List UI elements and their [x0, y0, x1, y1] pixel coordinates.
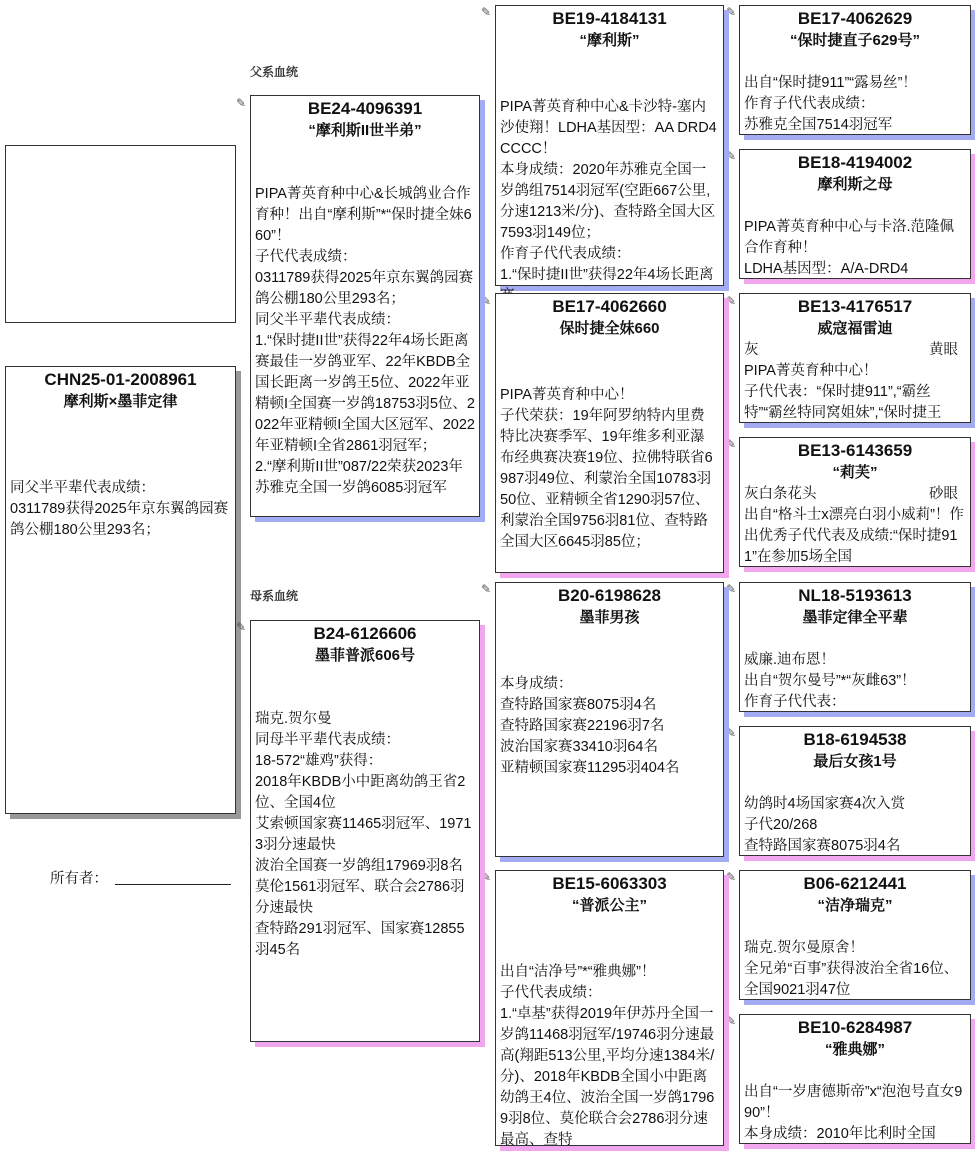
dam-card[interactable] — [250, 620, 480, 1042]
pigeon-name: 保时捷全妹660 — [559, 320, 660, 337]
pigeon-name: “摩利斯” — [579, 32, 640, 49]
eye-type: 砂眼 — [929, 486, 958, 502]
sire-line-label: 父系血统 — [250, 65, 299, 79]
ancestor-card[interactable] — [739, 870, 971, 1000]
ring-number: B24-6126606 — [313, 624, 417, 643]
pigeon-name: 墨菲男孩 — [579, 609, 640, 626]
ancestor-card[interactable] — [739, 293, 971, 423]
pigeon-name: “莉芙” — [832, 464, 878, 481]
owner-field[interactable] — [115, 884, 231, 885]
dam-dam-card[interactable] — [495, 870, 724, 1146]
pigeon-name: 摩利斯×墨菲定律 — [63, 393, 178, 410]
ancestor-card[interactable] — [739, 437, 971, 567]
pigeon-notes: 出自“洁净号”*“雅典娜”！ 子代代表成绩： 1.“卓基”获得2019年伊苏丹全国一岁鸽11468羽冠军/19746羽分速最高(翔距513公里,平均分速1384米/分)、2018年KBDB全国小中距离幼鸽王4位、波治全国一岁鸽17969羽8位、莫伦联合会2786羽分速最高、查特 — [500, 964, 715, 1148]
pigeon-notes: 同父半平辈代表成绩： 0311789获得2025年京东翼鸽园赛鸽公棚180公里293名； — [10, 480, 229, 538]
ring-number: BE19-4184131 — [552, 9, 667, 28]
feather-color: 灰白条花头 — [744, 486, 817, 502]
owner-label: 所有者： — [50, 871, 108, 887]
edit-icon[interactable]: ✎ — [726, 437, 737, 451]
pigeon-name: 威寇福雷迪 — [817, 320, 893, 337]
photo-placeholder[interactable] — [5, 145, 236, 323]
pigeon-notes: PIPA菁英育种中心&长城鸽业合作育种！出自“摩利斯”*“保时捷全妹660”！ 子代代表成绩： 0311789获得2025年京东翼鸽园赛鸽公棚180公里293名； 同父半平辈代表成绩： 1.“保时捷II世”获得22年4场长距离赛最佳一岁鸽亚军、22年KBDB全国长距离一岁鸽王5位、2022年亚精顿I全国赛一岁鸽18753羽5位、2022年亚精顿I全国大区冠军、2022年亚精顿I全省2861羽冠军； 2.“摩利斯II世”087/22荣获2023年苏雅克全国一岁鸽6085羽冠军 — [255, 186, 475, 496]
pigeon-name: 摩利斯之母 — [817, 176, 893, 193]
edit-icon[interactable]: ✎ — [481, 5, 492, 19]
ring-number: BE24-4096391 — [307, 99, 423, 118]
ring-number: BE13-6143659 — [797, 441, 913, 460]
eye-type: 黄眼 — [929, 342, 958, 358]
subject-card[interactable] — [5, 366, 236, 814]
pigeon-notes: PIPA菁英育种中心！ 子代代表：“保时捷911”,“霸丝特”“霸丝特同窝姐妹”,“保时捷王 — [744, 363, 942, 421]
ring-number: NL18-5193613 — [798, 586, 912, 605]
edit-icon[interactable]: ✎ — [481, 294, 492, 308]
edit-icon[interactable]: ✎ — [726, 582, 737, 596]
pigeon-notes: 出自“格斗士x漂亮白羽小威莉”！作出优秀子代代表及成绩:“保时捷911”在参加5场全国 — [744, 507, 964, 565]
dam-line-label: 母系血统 — [250, 589, 299, 603]
pigeon-notes: 本身成绩： 查特路国家赛8075羽4名 查特路国家赛22196羽7名 波治国家赛33410羽64名 亚精顿国家赛11295羽404名 — [500, 676, 680, 776]
edit-icon[interactable]: ✎ — [726, 149, 737, 163]
dam-sire-card[interactable] — [495, 582, 724, 857]
pigeon-notes: 出自“保时捷911”“露易丝”！ 作育子代代表成绩： 苏雅克全国7514羽冠军 — [744, 75, 917, 133]
ancestor-card[interactable] — [739, 582, 971, 712]
sire-dam-card[interactable] — [495, 293, 724, 573]
ring-number: B06-6212441 — [803, 874, 907, 893]
pigeon-notes: PIPA菁英育种中心&卡沙特-塞内沙使翔！LDHA基因型：AA DRD4 CCCC！ 本身成绩：2020年苏雅克全国一岁鸽组7514羽冠军(空距667公里,分速1213米/分)、查特路全国大区7593羽149位； 作育子代代表成绩： 1.“保时捷II世”获得22年4场长距离 — [500, 99, 717, 283]
color-eye-row — [740, 340, 970, 361]
edit-icon[interactable]: ✎ — [726, 726, 737, 740]
ancestor-card[interactable] — [739, 726, 971, 856]
edit-icon[interactable]: ✎ — [726, 1014, 737, 1028]
pigeon-name: “洁净瑞克” — [817, 897, 893, 914]
ring-number: BE15-6063303 — [552, 874, 667, 893]
color-eye-row — [740, 484, 970, 505]
edit-icon[interactable]: ✎ — [236, 620, 247, 634]
ancestor-card[interactable] — [739, 149, 971, 279]
ring-number: BE17-4062660 — [552, 297, 667, 316]
pigeon-notes: 幼鸽时4场国家赛4次入赏 子代20/268 查特路国家赛8075羽4名 — [744, 796, 906, 854]
pigeon-notes: 瑞克.贺尔曼 同母半平辈代表成绩： 18-572“雄鸡”获得： 2018年KBDB小中距离幼鸽王省2位、全国4位 艾索顿国家赛11465羽冠军、19713羽分速最快 波治全国赛一岁鸽组17969羽8名 莫伦1561羽冠军、联合会2786羽分速最快 查特路291羽冠军、国家赛12855羽45名 — [255, 711, 472, 958]
ring-number: BE18-4194002 — [797, 153, 913, 172]
pigeon-name: “雅典娜” — [824, 1041, 885, 1058]
pigeon-notes: PIPA菁英育种中心与卡洛.范隆佩合作育种！ LDHA基因型：A/A-DRD4 — [744, 219, 954, 277]
edit-icon[interactable]: ✎ — [481, 582, 492, 596]
edit-icon[interactable]: ✎ — [236, 96, 247, 110]
ring-number: B18-6194538 — [803, 730, 907, 749]
edit-icon[interactable]: ✎ — [726, 294, 737, 308]
pigeon-name: “保时捷直子629号” — [789, 32, 921, 49]
pigeon-notes: PIPA菁英育种中心！ 子代荣获：19年阿罗纳特内里费特比决赛季军、19年维多利亚瀑布经典赛决赛19位、拉佛特联省6987羽49位、利蒙治全国10783羽50位、亚精顿全省1290羽57位、利蒙治全国9756羽81位、查特路全国大区6645羽85位； — [500, 387, 713, 550]
ancestor-card[interactable] — [739, 5, 971, 135]
pigeon-name: “普派公主” — [571, 897, 647, 914]
pigeon-name: 墨菲普派606号 — [314, 647, 416, 664]
ring-number: BE17-4062629 — [797, 9, 913, 28]
sire-card[interactable] — [250, 95, 480, 517]
edit-icon[interactable]: ✎ — [481, 870, 492, 884]
ring-number: B20-6198628 — [557, 586, 662, 605]
pigeon-notes: 威廉.迪布恩！ 出自“贺尔曼号”*“灰雌63”！ 作育子代代表： — [744, 652, 916, 710]
pigeon-notes: 瑞克.贺尔曼原舍！ 全兄弟“百事”获得波治全省16位、全国9021羽47位 — [744, 940, 959, 998]
pigeon-name: “摩利斯II世半弟” — [308, 122, 422, 139]
pigeon-name: 最后女孩1号 — [813, 753, 897, 770]
pigeon-name: 墨菲定律全平辈 — [802, 609, 908, 626]
pigeon-notes: 出自“一岁唐德斯帝”x“泡泡号直女990”！ 本身成绩：2010年比利时全国 — [744, 1084, 963, 1142]
sire-sire-card[interactable] — [495, 5, 724, 286]
edit-icon[interactable]: ✎ — [726, 5, 737, 19]
ancestor-card[interactable] — [739, 1014, 971, 1144]
edit-icon[interactable]: ✎ — [726, 870, 737, 884]
ring-number: BE10-6284987 — [797, 1018, 913, 1037]
ring-number: CHN25-01-2008961 — [44, 370, 197, 389]
ring-number: BE13-4176517 — [797, 297, 913, 316]
feather-color: 灰 — [744, 342, 759, 358]
